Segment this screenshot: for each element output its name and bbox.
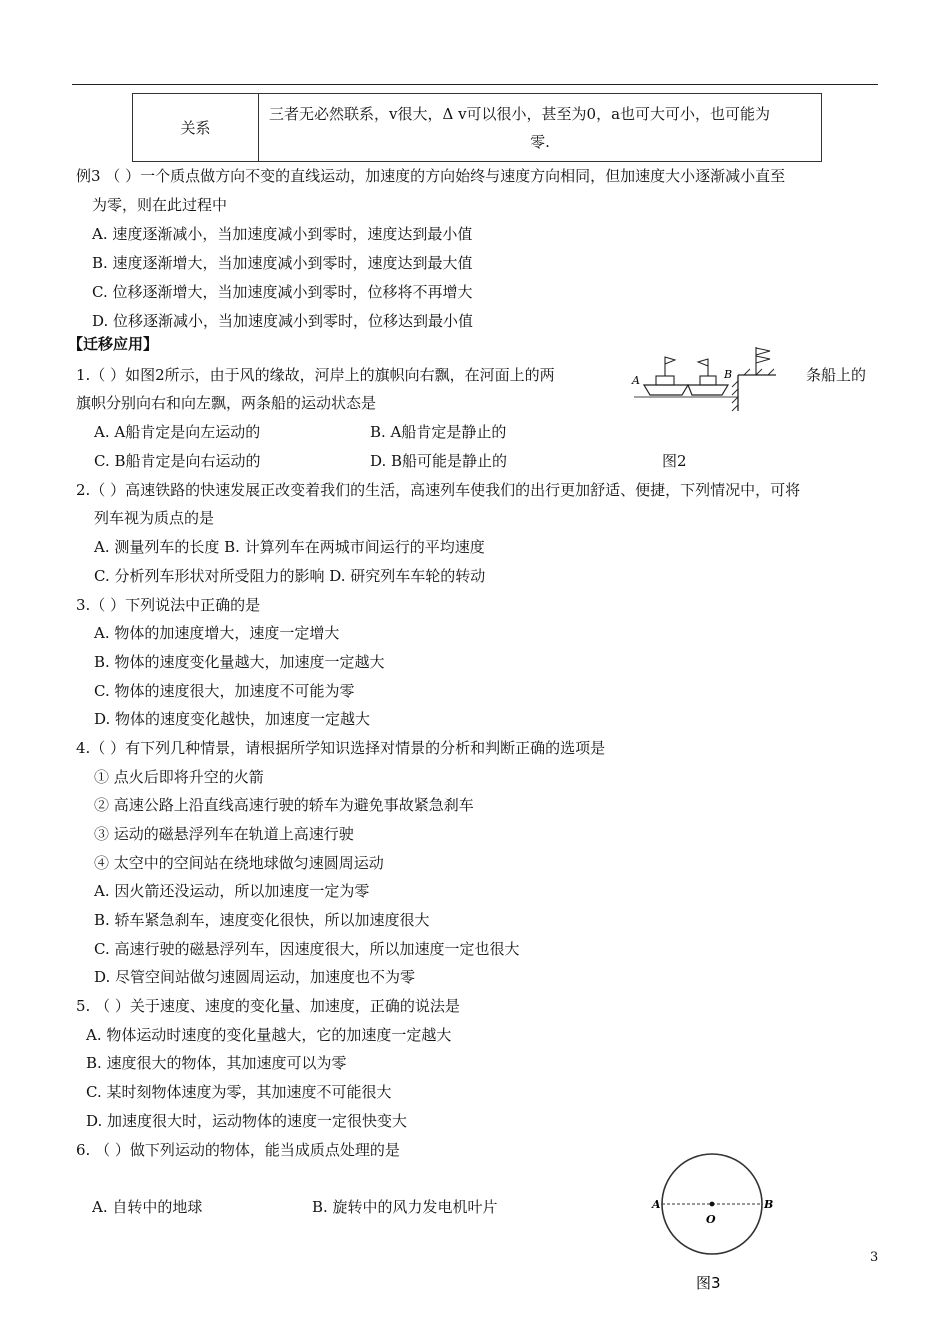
figure2-label-a: A xyxy=(632,374,640,387)
figure3-caption: 图3 xyxy=(696,1274,721,1292)
example3-option-c: C. 位移逐渐增大，当加速度减小到零时，位移将不再增大 xyxy=(92,283,473,301)
q2-stem-line2: 列车视为质点的是 xyxy=(94,509,215,527)
q2-options-line2: C. 分析列车形状对所受阻力的影响 D. 研究列车车轮的转动 xyxy=(94,567,486,585)
q3-stem: 3.（ ）下列说法中正确的是 xyxy=(76,596,261,614)
section-title: 【迁移应用】 xyxy=(68,335,159,353)
relation-text-line2: 零. xyxy=(530,132,550,151)
q5-stem: 5. （ ）关于速度、速度的变化量、加速度，正确的说法是 xyxy=(76,997,460,1015)
q3-option-d: D. 物体的速度变化越快，加速度一定越大 xyxy=(94,710,371,728)
q1-stem-line2: 旗帜分别向右和向左飘，两条船的运动状态是 xyxy=(76,394,377,412)
q1-figure-caption: 图2 xyxy=(662,452,687,470)
q1-option-d: D. B船可能是静止的 xyxy=(370,452,508,470)
center-dot xyxy=(710,1202,715,1207)
q2-options-line1: A. 测量列车的长度 B. 计算列车在两城市间运行的平均速度 xyxy=(94,538,485,556)
q5-option-d: D. 加速度很大时，运动物体的速度一定很快变大 xyxy=(86,1112,408,1130)
q3-option-b: B. 物体的速度变化量越大，加速度一定越大 xyxy=(94,653,385,671)
q2-stem-line1: 2.（ ）高速铁路的快速发展正改变着我们的生活，高速列车使我们的出行更加舒适、便捷，下列情况中，可将 xyxy=(76,481,801,499)
figure3-label-a: A xyxy=(652,1198,661,1211)
q4-stem: 4.（ ）有下列几种情景，请根据所学知识选择对情景的分析和判断正确的选项是 xyxy=(76,739,606,757)
q4-scene-3: ③ 运动的磁悬浮列车在轨道上高速行驶 xyxy=(94,825,354,843)
q1-option-b: B. A船肯定是静止的 xyxy=(370,423,507,441)
figure2-label-b: B xyxy=(724,368,733,381)
page-number: 3 xyxy=(870,1250,879,1265)
boat-a-icon xyxy=(644,357,688,395)
q4-option-a: A. 因火箭还没运动，所以加速度一定为零 xyxy=(94,882,370,900)
river-bank-icon xyxy=(732,369,776,411)
example3-option-d: D. 位移逐渐减小，当加速度减小到零时，位移达到最小值 xyxy=(92,312,474,330)
relation-text-line1: 三者无必然联系，v很大，Δ v可以很小，甚至为0，a也可大可小，也可能为 xyxy=(269,104,771,123)
q4-scene-4: ④ 太空中的空间站在绕地球做匀速圆周运动 xyxy=(94,854,384,872)
q1-option-a: A. A船肯定是向左运动的 xyxy=(94,423,261,441)
q4-option-b: B. 轿车紧急刹车，速度变化很快，所以加速度很大 xyxy=(94,911,430,929)
shore-flag-icon xyxy=(756,347,770,375)
figure2-boats-diagram xyxy=(630,345,780,413)
example3-option-a: A. 速度逐渐减小，当加速度减小到零时，速度达到最小值 xyxy=(92,225,473,243)
q6-stem: 6. （ ）做下列运动的物体，能当成质点处理的是 xyxy=(76,1141,400,1159)
q1-stem-part2: 条船上的 xyxy=(806,366,867,384)
q4-scene-1: ① 点火后即将升空的火箭 xyxy=(94,768,264,786)
q6-option-a: A. 自转中的地球 xyxy=(92,1198,203,1216)
q4-scene-2: ② 高速公路上沿直线高速行驶的轿车为避免事故紧急刹车 xyxy=(94,796,474,814)
relation-table-head: 关系 xyxy=(133,94,259,162)
q5-option-c: C. 某时刻物体速度为零，其加速度不可能很大 xyxy=(86,1083,392,1101)
q1-stem-part1: 1.（ ）如图2所示，由于风的缘故，河岸上的旗帜向右飘，在河面上的两 xyxy=(76,366,555,384)
q5-option-a: A. 物体运动时速度的变化量越大，它的加速度一定越大 xyxy=(86,1026,452,1044)
figure3-circle-diagram xyxy=(650,1138,780,1296)
q3-option-c: C. 物体的速度很大，加速度不可能为零 xyxy=(94,682,355,700)
header-rule xyxy=(72,84,878,85)
example3-option-b: B. 速度逐渐增大，当加速度减小到零时，速度达到最大值 xyxy=(92,254,473,272)
figure3-label-b: B xyxy=(764,1198,774,1211)
q6-option-b: B. 旋转中的风力发电机叶片 xyxy=(312,1198,498,1216)
example3-stem-line2: 为零，则在此过程中 xyxy=(92,196,228,214)
q1-option-c: C. B船肯定是向右运动的 xyxy=(94,452,261,470)
q4-option-c: C. 高速行驶的磁悬浮列车，因速度很大，所以加速度一定也很大 xyxy=(94,940,520,958)
relation-table xyxy=(132,93,822,162)
q4-option-d: D. 尽管空间站做匀速圆周运动，加速度也不为零 xyxy=(94,968,416,986)
relation-table-body xyxy=(259,94,822,162)
q5-option-b: B. 速度很大的物体，其加速度可以为零 xyxy=(86,1054,347,1072)
figure3-label-o: O xyxy=(706,1213,716,1226)
boat-b-icon xyxy=(688,359,728,395)
q3-option-a: A. 物体的加速度增大，速度一定增大 xyxy=(94,624,340,642)
example3-stem-line1: 例3 （ ）一个质点做方向不变的直线运动，加速度的方向始终与速度方向相同，但加速度大小逐渐减小直至 xyxy=(76,167,786,185)
